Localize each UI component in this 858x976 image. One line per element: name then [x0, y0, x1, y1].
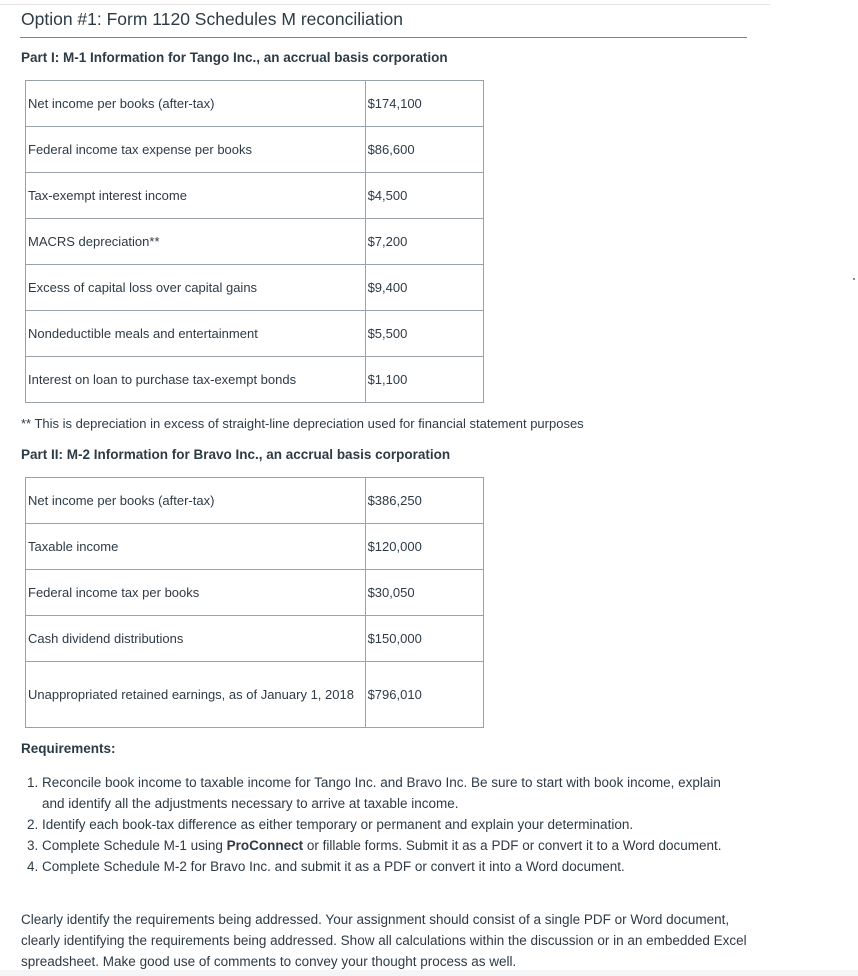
table-row: [26, 478, 484, 524]
row-value: $174,100: [365, 81, 483, 127]
table-row: [26, 662, 484, 728]
table-row: [26, 265, 484, 311]
list-item: [42, 835, 732, 856]
part1-table: [25, 80, 484, 403]
row-label: Cash dividend distributions: [26, 616, 366, 662]
part2-table: [25, 477, 484, 728]
list-item: 1. Reconcile book income to taxable income for Tango Inc. and Bravo Inc. Be sure to start with book income, explain and identify all the adjustments necessary to arrive at taxable income.: [42, 772, 732, 814]
row-label: Nondeductible meals and entertainment: [26, 311, 366, 357]
row-label: Federal income tax per books: [26, 570, 366, 616]
closing-instructions: Clearly identify the requirements being addressed. Your assignment should consist of a single PDF or Word document, clearly identifying the requirements being addressed. Show all calculations within the discussion or in an embedded Excel spreadsheet. Make good use of comments to convey your thought process as well.: [21, 912, 747, 969]
row-value: $86,600: [365, 127, 483, 173]
row-label: Interest on loan to purchase tax-exempt bonds: [26, 357, 366, 403]
top-divider: [0, 4, 770, 5]
row-value: $4,500: [365, 173, 483, 219]
row-label: Tax-exempt interest income: [26, 173, 366, 219]
row-value: $120,000: [365, 524, 483, 570]
depreciation-footnote: ** This is depreciation in excess of straight-line depreciation used for financial statement purposes: [21, 416, 584, 431]
table-row: [26, 173, 484, 219]
row-label: Net income per books (after-tax): [26, 81, 366, 127]
row-value: $7,200: [365, 219, 483, 265]
row-label: MACRS depreciation**: [26, 219, 366, 265]
table-row: [26, 219, 484, 265]
table-row: [26, 570, 484, 616]
row-value: $386,250: [365, 478, 483, 524]
row-value: $150,000: [365, 616, 483, 662]
row-label: Net income per books (after-tax): [26, 478, 366, 524]
table-row: [26, 81, 484, 127]
table-row: [26, 127, 484, 173]
list-item: 4. Complete Schedule M-2 for Bravo Inc. and submit it as a PDF or convert it into a Word document.: [42, 856, 732, 877]
requirements-list: [21, 772, 732, 877]
table-row: [26, 311, 484, 357]
list-item-text: Complete Schedule M-1 using: [42, 838, 227, 853]
row-value: $5,500: [365, 311, 483, 357]
row-label: Unappropriated retained earnings, as of January 1, 2018: [26, 662, 366, 728]
page-title: Option #1: Form 1120 Schedules M reconciliation: [21, 9, 403, 29]
stray-mark: [853, 278, 855, 280]
row-label: Federal income tax expense per books: [26, 127, 366, 173]
part1-heading: Part I: M-1 Information for Tango Inc., an accrual basis corporation: [21, 50, 448, 65]
table-row: [26, 616, 484, 662]
row-label: Taxable income: [26, 524, 366, 570]
table-row: [26, 357, 484, 403]
row-value: $1,100: [365, 357, 483, 403]
row-value: $9,400: [365, 265, 483, 311]
table-row: [26, 524, 484, 570]
list-item-text: or fillable forms. Submit it as a PDF or convert it to a Word document.: [303, 838, 722, 853]
row-value: $30,050: [365, 570, 483, 616]
list-item: 2. Identify each book-tax difference as either temporary or permanent and explain your determination.: [42, 814, 732, 835]
part2-heading: Part II: M-2 Information for Bravo Inc., an accrual basis corporation: [21, 447, 451, 462]
proconnect-emphasis: ProConnect: [226, 838, 304, 853]
bottom-edge: [0, 970, 858, 976]
requirements-title: Requirements:: [21, 741, 116, 756]
row-label: Excess of capital loss over capital gains: [26, 265, 366, 311]
title-divider: [20, 37, 747, 38]
row-value: $796,010: [365, 662, 483, 728]
